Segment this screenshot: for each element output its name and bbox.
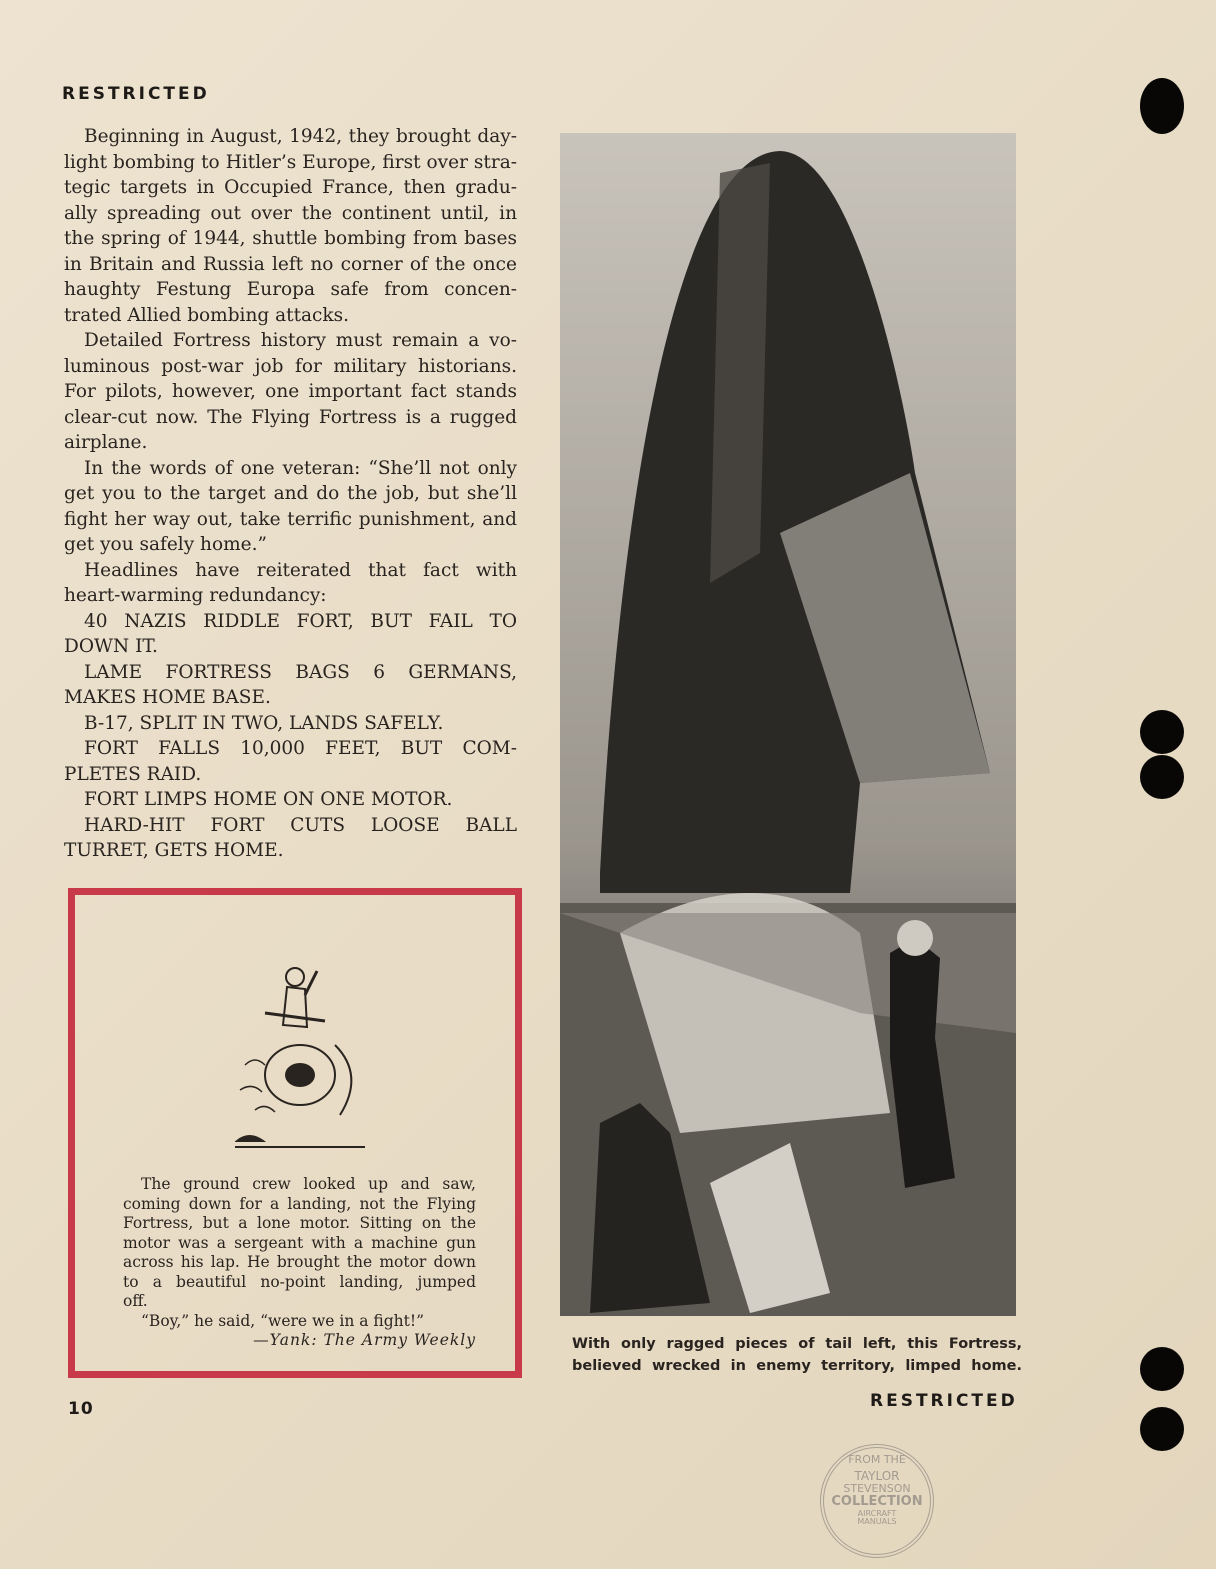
anecdote-box (68, 888, 522, 1378)
text-line: motor was a sergeant with a machine gun (123, 1233, 476, 1252)
text-line: across his lap. He brought the motor down (123, 1253, 476, 1271)
text-line: Detailed Fortress history must remain a vo- (84, 330, 517, 351)
text-line: For pilots, however, one important fact stands (64, 381, 517, 402)
text-line: the spring of 1944, shuttle bombing from bases (64, 228, 517, 249)
text-line: ally spreading out over the continent until, in (64, 202, 517, 224)
text-line: Beginning in August, 1942, they brought day- (84, 126, 517, 147)
punch-hole (1140, 755, 1184, 799)
text-line: get you safely home.” (64, 534, 267, 555)
anecdote-text (123, 1175, 476, 1351)
body-text (64, 124, 517, 864)
headline-line: TURRET, GETS HOME. (64, 840, 284, 861)
text-line: off. (123, 1292, 148, 1310)
stamp-text: AIRCRAFT (857, 1508, 897, 1518)
text-line: luminous post-war job for military historians. (64, 355, 517, 377)
punch-hole (1140, 1347, 1184, 1391)
text-line: get you to the target and do the job, but she’ll (64, 483, 517, 504)
stamp-text: FROM THE (848, 1453, 906, 1466)
stamp-text: TAYLOR (854, 1469, 900, 1484)
text-line: in Britain and Russia left no corner of the once (64, 253, 517, 275)
stamp-text: COLLECTION (831, 1494, 923, 1510)
headline-line: FORT LIMPS HOME ON ONE MOTOR. (84, 789, 453, 810)
headline-line: HARD-HIT FORT CUTS LOOSE BALL (84, 814, 517, 836)
text-line: trated Allied bombing attacks. (64, 304, 349, 326)
headline-line: FORT FALLS 10,000 FEET, BUT COM- (84, 738, 517, 759)
restricted-header: RESTRICTED (62, 84, 210, 104)
text-line: light bombing to Hitler’s Europe, first over stra- (64, 151, 517, 173)
text-line: Headlines have reiterated that fact with (84, 559, 517, 581)
text-line: coming down for a landing, not the Flying (123, 1194, 476, 1213)
quote-source: —Yank: The Army Weekly (253, 1331, 476, 1349)
page-number: 10 (68, 1399, 94, 1419)
quote-line: “Boy,” he said, “were we in a fight!” (141, 1311, 425, 1330)
headline-line: MAKES HOME BASE. (64, 687, 271, 708)
punch-hole (1140, 1407, 1184, 1451)
text-line: In the words of one veteran: “She’ll not only (84, 457, 517, 479)
collection-stamp (820, 1444, 934, 1558)
damaged-b17-tail-photo (560, 133, 1016, 1316)
text-line: haughty Festung Europa safe from concen- (64, 279, 517, 300)
text-line: fight her way out, take terrific punishment, and (64, 508, 517, 530)
caption-line: believed wrecked in enemy territory, limped home. (572, 1358, 1022, 1374)
text-line: The ground crew looked up and saw, (141, 1175, 476, 1193)
headline-line: LAME FORTRESS BAGS 6 GERMANS, (84, 661, 517, 683)
headline-line: PLETES RAID. (64, 763, 202, 785)
text-line: tegic targets in Occupied France, then gradu- (64, 177, 517, 198)
paragraph-3 (64, 456, 517, 558)
caption-line: With only ragged pieces of tail left, this Fortress, (572, 1336, 1022, 1352)
text-line: heart-warming redundancy: (64, 585, 327, 606)
sergeant-on-motor-illustration (235, 965, 375, 1155)
text-line: airplane. (64, 432, 148, 453)
paragraph-2 (64, 328, 517, 456)
paragraph-4 (64, 558, 517, 609)
headline-line: DOWN IT. (64, 636, 158, 657)
stamp-text: MANUALS (857, 1517, 897, 1527)
restricted-footer: RESTRICTED (870, 1391, 1018, 1411)
text-line: clear-cut now. The Flying Fortress is a rugged (64, 406, 517, 428)
headline-line: 40 NAZIS RIDDLE FORT, BUT FAIL TO (84, 610, 517, 632)
text-line: to a beautiful no-point landing, jumped (123, 1272, 476, 1291)
punch-hole (1140, 710, 1184, 754)
stamp-text: STEVENSON (843, 1482, 911, 1496)
text-line: Fortress, but a lone motor. Sitting on the (123, 1214, 476, 1232)
photo-caption (572, 1333, 1022, 1377)
headline-line: B-17, SPLIT IN TWO, LANDS SAFELY. (84, 712, 444, 734)
headlines-list (64, 609, 517, 864)
punch-hole (1140, 78, 1184, 134)
paragraph-1 (64, 124, 517, 328)
